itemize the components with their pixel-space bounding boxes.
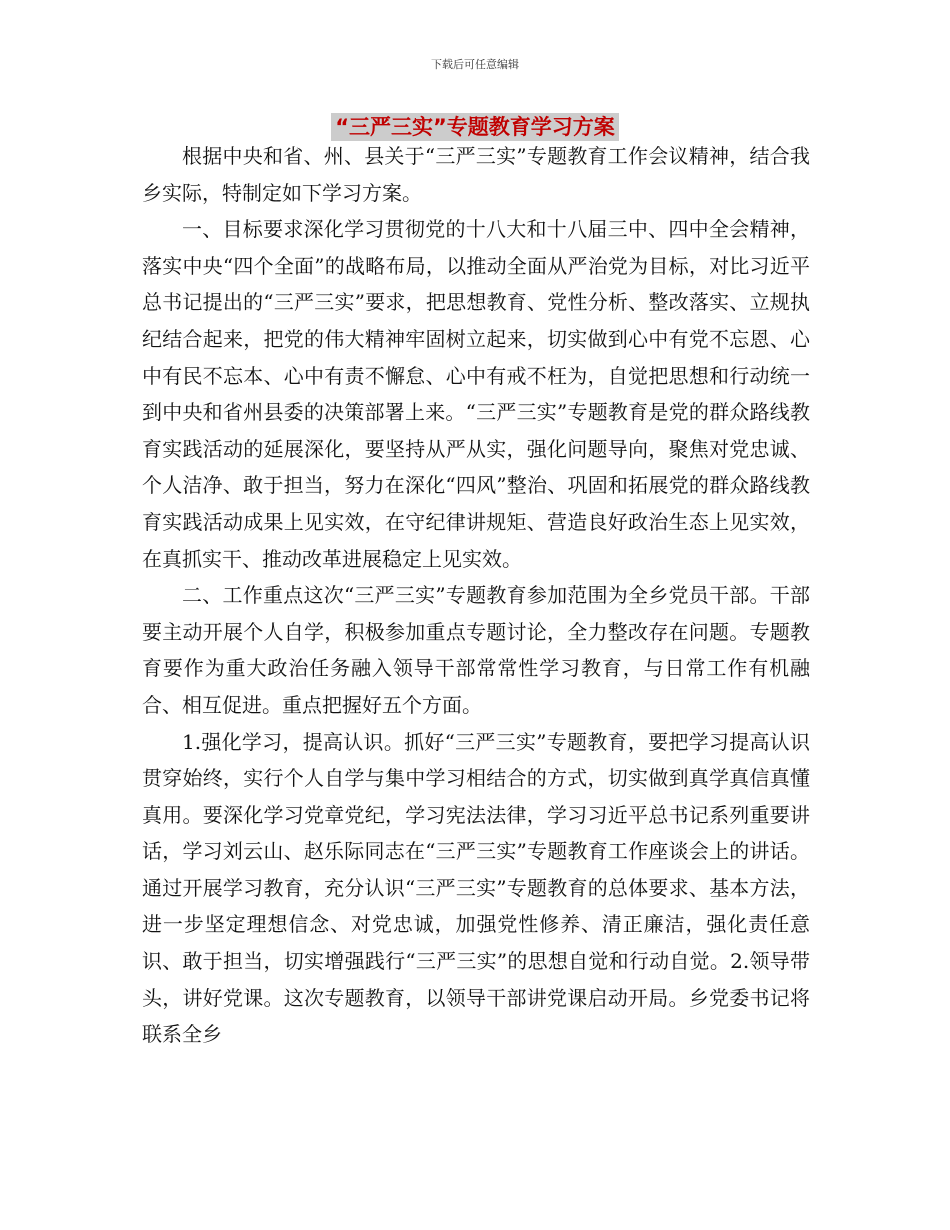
paragraph-work-focus: 二、工作重点这次“三严三实”专题教育参加范围为全乡党员干部。干部要主动开展个人自学，积极参加重点专题讨论，全力整改存在问题。专题教育要作为重大政治任务融入领导干部常常性学习教育，与日常工作有机融合、相互促进。重点把握好五个方面。 bbox=[142, 583, 810, 717]
header-note: 下载后可任意编辑 bbox=[431, 58, 519, 71]
paragraph-goals: 一、目标要求深化学习贯彻党的十八大和十八届三中、四中全会精神，落实中央“四个全面”的战略布局，以推动全面从严治党为目标，对比习近平总书记提出的“三严三实”要求，把思想教育、党性分析、整改落实、立规执纪结合起来，把党的伟大精神牢固树立起来，切实做到心中有党不忘恩、心中有民不忘本、心中有责不懈怠、心中有戒不枉为，自觉把思想和行动统一到中央和省州县委的决策部署上来。“三严三实”专题教育是党的群众路线教育实践活动的延展深化，要坚持从严从实，强化问题导向，聚焦对党忠诚、个人洁净、敢于担当，努力在深化“四风”整治、巩固和拓展党的群众路线教育实践活动成果上见实效，在守纪律讲规矩、营造良好政治生态上见实效，在真抓实干、推动改革进展稳定上见实效。 bbox=[142, 217, 810, 571]
title-wrap bbox=[0, 113, 950, 141]
paragraph-intro: 根据中央和省、州、县关于“三严三实”专题教育工作会议精神，结合我乡实际，特制定如下学习方案。 bbox=[142, 144, 810, 205]
document-body bbox=[142, 138, 810, 1053]
document-title: “三严三实”专题教育学习方案 bbox=[331, 113, 619, 141]
paragraph-study: 1.强化学习，提高认识。抓好“三严三实”专题教育，要把学习提高认识贯穿始终，实行个人自学与集中学习相结合的方式，切实做到真学真信真懂真用。要深化学习党章党纪，学习宪法法律，学习习近平总书记系列重要讲话，学习刘云山、赵乐际同志在“三严三实”专题教育工作座谈会上的讲话。通过开展学习教育，充分认识“三严三实”专题教育的总体要求、基本方法，进一步坚定理想信念、对党忠诚，加强党性修养、清正廉洁，强化责任意识、敢于担当，切实增强践行“三严三实”的思想自觉和行动自觉。2.领导带头，讲好党课。这次专题教育，以领导干部讲党课启动开局。乡党委书记将联系全乡 bbox=[142, 729, 810, 1047]
